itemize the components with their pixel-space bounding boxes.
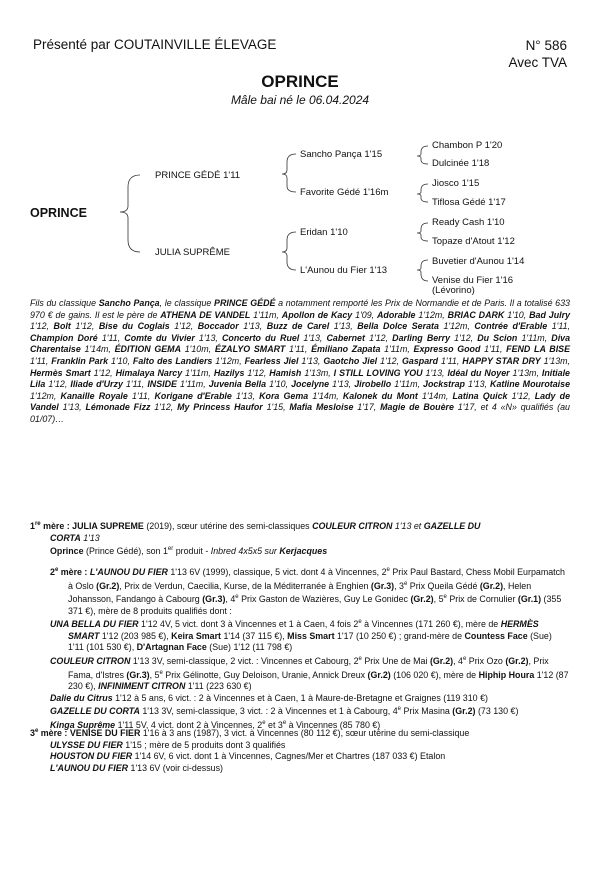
pedigree-g3-1: Chambon P 1'20 [432,140,503,151]
pedigree-g3-5: Ready Cash 1'10 [432,217,505,228]
pedigree-g3-9: (Lévorino) [432,285,475,296]
pedigree-g3-2: Dulcinée 1'18 [432,158,490,169]
pedigree-g3-7: Buvetier d'Aunou 1'14 [432,256,525,267]
pedigree-sire-dam: Favorite Gédé 1'16m [300,187,389,198]
pedigree-sire-sire: Sancho Pança 1'15 [300,149,383,160]
tva-label: Avec TVA [508,55,567,70]
pedigree-sire: PRINCE GÉDÉ 1'11 [155,170,241,181]
horse-name: OPRINCE [261,72,339,91]
section-second-dam: 2e mère : L'AUNOU DU FIER 1'13 6V (1999), classique, 5 vict. dont 4 à Vincennes, 2e Prix Paul Bastard, Chess Mobil Eurpamatch à Oslo (Gr.2), Prix de Verdun, Caecilia, Kurse, de la Méditerranée à Enghien (Gr.3), 3e Prix Queila Gédé (Gr.2), Helen Johansson, Fandango à Cabourg (Gr.3), 4e Prix Gaston de Wazières, Guy Le Gonidec (Gr.2), 5e Prix de Cornulier (Gr.1) (355 371 €), mère de 8 produits qualifiés dont : UNA BELLA DU FIER 1'12 4V, 5 vict. dont 3 à Vincennes et 1 à Caen, 4 fois 2e à Vincennes (171 260 €), mère de HERMÈS SMART 1'12 (203 985 €), Keira Smart 1'14 (37 115 €), Miss Smart 1'17 (10 250 €) ; grand-mère de Countess Face (Sue) 1'11 (101 530 €), D'Artagnan Face (Sue) 1'12 (11 798 €) COULEUR CITRON 1'13 3V, semi-classique, 2 vict. : Vincennes et Cabourg, 2e Prix Une de Mai (Gr.2), 4e Prix Ozo (Gr.2), Prix Fama, d'Istres (Gr.3), 5e Prix Gélinotte, Guy Deloison, Uranie, Annick Dreux (Gr.2) (106 020 €), mère de Hiphip Houra 1'12 (87 230 €), INFINIMENT CITRON 1'11 (223 630 €) Dalie du Citrus 1'12 à 5 ans, 6 vict. : 2 à Vincennes et à Caen, 1 à Maure-de-Bretagne et Graignes (119 310 €) GAZELLE DU CORTA 1'13 3V, semi-classique, 3 vict. : 2 à Vincennes et 1 à Cabourg, 4e Prix Masina (Gr.2) (73 130 €) Kinga Suprême 1'11 5V, 4 vict. dont 2 à Vincennes, 2e et 3e à Vincennes (85 780 €) [50,566,569,730]
section-first-dam: 1re mère : JULIA SUPREME (2019), sœur utérine des semi-classiques COULEUR CITRON 1'13 et GAZELLE DU CORTA 1'13 Oprince (Prince Gédé), son 1er produit - Inbred 4x5x5 sur Kerjacques [30,520,481,557]
pedigree-dam-sire: Eridan 1'10 [300,227,348,238]
pedigree-g3-4: Tiflosa Gédé 1'17 [432,197,506,208]
lot-number: N° 586 [525,38,567,53]
horse-description: Mâle bai né le 06.04.2024 [230,93,370,107]
pedigree-g3-8: Venise du Fier 1'16 [432,275,514,286]
pedigree-dam: JULIA SUPRÊME [155,247,230,258]
lot-info [508,37,567,71]
pedigree-dam-dam: L'Aunou du Fier 1'13 [300,265,388,276]
intro-paragraph: Fils du classique Sancho Pança, le classique PRINCE GÉDÉ a notamment remporté les Prix de Normandie et de Paris. Il a totalisé 633 970 € de gains. Il est le père de ATHENA DE VANDEL 1'11m, Apollon de Kacy 1'09, Adorable 1'12m, BRIAC DARK 1'10, Bad Julry 1'12, Bolt 1'12, Bise du Coglais 1'12, Boccador 1'13, Buzz de Carel 1'13, Bella Dolce Serata 1'12m, Contrée d'Erable 1'11, Champion Doré 1'11, Comte du Vivier 1'13, Concerto du Ruel 1'13, Cabernet 1'12, Darling Berry 1'12, Du Scion 1'11m, Diva Charentaise 1'14m, ÉDITION GEMA 1'10m, ÉZALYO SMART 1'11, Émiliano Zapata 1'11m, Expresso Good 1'11, FEND LA BISE 1'11, Franklin Park 1'10, Falto des Landiers 1'12m, Fearless Jiel 1'13, Gaotcho Jiel 1'12, Gaspard 1'11, HAPPY STAR DRY 1'13m, Hermès Smart 1'12, Himalaya Narcy 1'11m, Hazilys 1'12, Hamish 1'13m, I STILL LOVING YOU 1'13, Idéal du Noyer 1'13m, Initiale Lila 1'12, Iliade d'Urzy 1'11, INSIDE 1'11m, Juvenia Bella 1'10, Jocelyne 1'13, Jirobello 1'11m, Jockstrap 1'13, Katline Mourotaise 1'12m, Kanaille Royale 1'11, Korigane d'Erable 1'13, Kora Gema 1'14m, Kalonek du Mont 1'14m, Latina Quick 1'12, Lady de Vandel 1'13, Lémonade Fizz 1'12, My Princess Haufor 1'15, Mafia Mesloise 1'17, Magie de Bouère 1'17, et 4 «N» qualifiés (au 01/07)… [30,298,571,424]
pedigree-g3-3: Jiosco 1'15 [432,178,480,189]
pedigree-g3-6: Topaze d'Atout 1'12 [432,236,515,247]
presenter-line: Présenté par COUTAINVILLE ÉLEVAGE [33,37,277,52]
section-third-dam: 3e mère : VENISE DU FIER 1'16 à 3 ans (1987), 3 vict. à Vincennes (80 112 €), sœur utérine du semi-classique ULYSSE DU FIER 1'15 ; mère de 5 produits dont 3 qualifiés HOUSTON DU FIER 1'14 6V, 6 vict. dont 1 à Vincennes, Cagnes/Mer et Chartres (187 033 €) Etalon L'AUNOU DU FIER 1'13 6V (voir ci-dessus) [30,727,470,773]
pedigree-subject: OPRINCE [30,206,87,220]
